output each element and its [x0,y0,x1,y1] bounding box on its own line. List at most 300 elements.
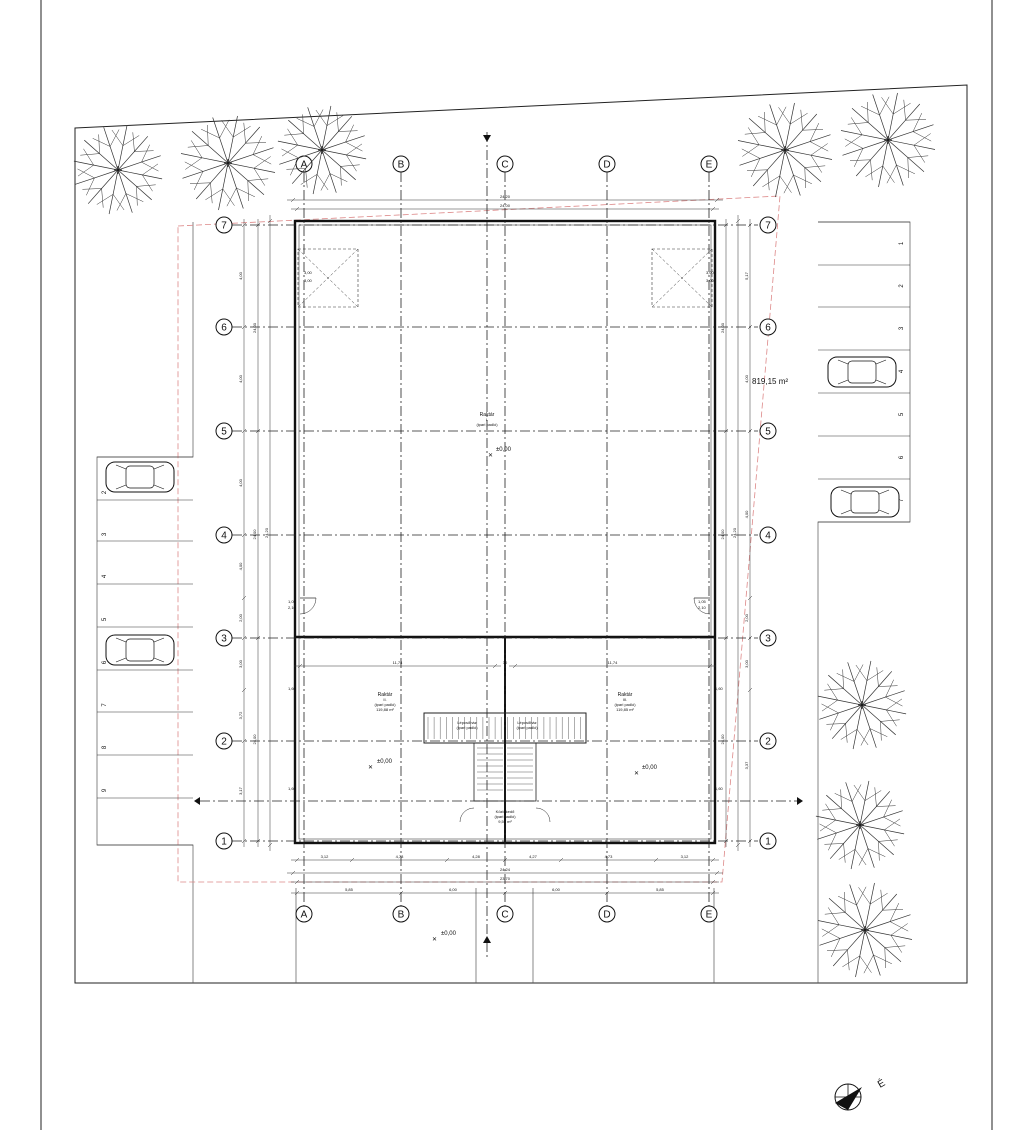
tree-twig [284,134,303,136]
tree-branch [109,170,118,214]
tree [278,106,366,194]
tree-twig [825,913,845,915]
tree-twig [801,110,803,130]
north-arrow-icon [835,1084,862,1110]
dimension-label: 30 [502,660,508,665]
room-floor: (ipari padló) [494,814,516,819]
dim-right-overall [732,215,740,851]
grid-bubble-label: C [501,909,509,921]
tree [738,103,832,197]
room-floor: (ipari padló) [456,725,478,730]
level-mark [368,759,393,771]
grid-bubble-label: B [397,159,405,171]
tree-twig [827,950,848,951]
grid-bubble [760,319,776,335]
structural-grid-lines [200,132,797,958]
tree-twig [881,890,883,910]
grid-bubble-label: A [300,159,308,171]
grid-bubble-label: B [397,909,405,921]
tree-branch [228,163,275,173]
tree-twig [822,809,841,811]
level-symbol: ✕ [488,453,494,459]
room-lobby [494,809,516,824]
tree-twig [848,950,850,970]
tree-twig [881,721,882,740]
tree-twig [82,189,101,190]
tree [181,116,275,210]
tree-twig [211,183,213,203]
parking-stall-number: 6 [899,455,905,460]
tree-twig [764,112,765,133]
grid-bubble-label: 1 [765,836,771,848]
tree-twig [805,168,806,189]
tree-twig [878,686,897,687]
dimension-label: 4,73 [604,854,613,859]
tree-twig [914,145,925,162]
dim-bottom-overall [287,867,723,875]
tree-twig [865,166,882,177]
dimension-label: 24,24 [499,867,511,872]
tree-twig [207,125,208,146]
tree-twig [288,129,298,145]
dimension-label: 3,00 [238,660,243,668]
grid-bubble [760,630,776,646]
tree-twig [254,168,265,185]
tree-twig [867,671,883,681]
tree-twig [844,844,846,863]
tree-branch [181,154,228,164]
grid-bubble-label: D [603,159,611,171]
level-mark [634,765,658,777]
level-mark [432,931,457,943]
tree-branch [118,126,127,170]
tree-twig [826,724,845,725]
room-floor: (ipari padló) [374,702,396,707]
tree-branch [785,103,795,150]
grid-bubble-label: 7 [765,220,771,232]
tree-twig [190,183,211,184]
tree-branch [865,883,875,930]
parking-stall-number: 1 [899,241,905,246]
tree-twig [867,102,868,123]
tree-branch [888,140,935,150]
dimension-label: 24,00 [720,322,725,334]
parking-stall-number: 7 [899,498,905,503]
tree [816,781,904,869]
tree-branch [219,163,229,210]
dimension-label: 24,00 [252,734,257,745]
dimension-label: 4,00 [238,272,243,280]
tree-twig [908,158,909,179]
tree-twig [134,151,153,152]
tree-twig [839,849,855,859]
tree-twig [891,935,902,952]
site-area-label: 819,15 m² [752,377,789,386]
grid-bubble-label: 4 [765,530,771,542]
parking-stall-number: 2 [102,490,108,495]
tree-twig [875,787,877,806]
tree-twig [879,840,898,842]
tree-branch [74,161,118,170]
grid-bubble [760,423,776,439]
tree-twig [828,684,838,700]
car-body [106,635,174,665]
dimension-label: 2,00 [238,614,243,622]
tree-branch [841,131,888,141]
dimension-label: 4,00 [744,375,749,383]
dimension-label: 3,72 [238,711,243,720]
dimension-label: 11,74 [392,660,403,665]
dimension-label: 24,20 [264,527,269,539]
parking-stall-number: 3 [102,532,108,537]
grid-bubble [760,527,776,543]
parking-stall-number: 2 [899,284,905,288]
tree-twig [341,165,360,167]
dim-left-chain [238,219,246,847]
dimension-label: 3,17 [238,787,243,795]
tree-twig [748,127,759,144]
tree-branch [853,705,862,749]
dimension-label: 4,00 [238,479,243,487]
driveway-edge-right [818,222,910,983]
tree-twig [346,155,356,171]
grid-bubble-label: A [300,909,308,921]
tree-twig [80,154,99,156]
grid-bubble [599,906,615,922]
tree-branch [816,816,860,825]
room-name: Közlekedő [495,809,515,814]
tree-branch [313,150,322,194]
grid-bubble [701,156,717,172]
grid-bubble [216,217,232,233]
tree-twig [745,133,765,135]
level-value: ±0,00 [496,447,511,453]
grid-bubble [760,217,776,233]
grid-bubble-label: E [705,909,713,921]
tree-branch [856,930,866,977]
grid-bubble-label: 4 [221,530,227,542]
dimension-label: 4,00 [238,562,243,571]
tree-twig [904,100,906,120]
parking-stall-number: 4 [102,574,108,579]
grid-bubble [497,906,513,922]
room-name: Raktár [377,692,393,698]
tree-branch [228,116,238,163]
parking-stall-number: 5 [102,617,108,622]
dim-left-mid [252,219,260,847]
window-dimension: 1,60 [288,686,296,691]
tree-branch [862,705,906,714]
car [106,462,174,492]
car [106,635,174,665]
tree-twig [248,181,249,202]
parking-stall-number: 4 [899,369,905,374]
tree-twig [871,160,873,180]
grid-bubble [760,733,776,749]
tree-twig [233,126,250,137]
dimension-label: 4,00 [238,375,243,383]
level-value: ±0,00 [377,759,392,765]
grid-bubble-label: C [501,159,509,171]
tree-branch [738,141,785,151]
tree-twig [123,136,139,146]
dimension-label: 24,00 [252,529,257,540]
dim-right-chain [744,219,752,847]
tree-twig [828,907,839,924]
tree-twig [191,140,202,157]
window-dimension: 1,60 [288,786,296,791]
structural-grid-bubbles [216,156,776,922]
room-floor: (ipari padló) [476,422,498,427]
dim-top-overall [287,194,723,202]
tree-branch [322,106,331,150]
tree-twig [188,146,208,148]
dimension-label: 4,00 [744,510,749,519]
dim-inner-left [294,660,501,668]
level-symbol: ✕ [432,937,438,943]
door-dimension: 1,05 [698,599,706,604]
parking-stall-number: 9 [102,788,108,793]
tree-twig [885,948,886,969]
tree-branch [818,696,862,705]
car-body [831,487,899,517]
tree-twig [747,170,768,171]
room-stair-left [456,720,478,730]
tree-twig [824,689,843,691]
room-hall-main [476,412,498,427]
grid-bubble-label: 3 [765,633,771,645]
tree [74,126,162,214]
tree-branch [785,150,832,160]
grid-bubble-label: 2 [221,736,227,748]
parking-stall-number: 8 [102,745,108,750]
parking-stall-number: 6 [102,660,108,665]
grid-bubble [760,833,776,849]
grid-bubble [393,156,409,172]
tree-twig [884,830,894,846]
dimension-label: 24,00 [720,734,725,745]
grid-bubble [216,319,232,335]
driveway-edge-left [97,222,193,983]
dimension-label: 5,17 [744,272,749,280]
parking-stall-number: 5 [899,412,905,417]
parking-stall-number: 3 [899,326,905,331]
car [831,487,899,517]
tree-twig [244,123,246,143]
room-number: II. [383,697,387,702]
grid-bubble-label: 3 [221,633,227,645]
room-floor: (ipari padló) [516,725,538,730]
tree-branch [888,93,898,140]
tree-twig [885,946,905,948]
grid-bubble [216,733,232,749]
grid-bubble [701,906,717,922]
room-stair-right [516,720,538,730]
room-name: Raktár [617,692,633,698]
tree-twig [841,729,857,739]
tree-branch [322,150,366,159]
dim-left-overall [264,215,272,851]
grid-bubble [296,906,312,922]
skylight-right [652,249,712,307]
car-body [828,357,896,387]
room-number: I. [485,417,489,422]
parked-cars [106,357,899,665]
tree-twig [805,166,825,168]
dim-inner-right [509,660,716,668]
dimension-label: 6,00 [449,887,457,892]
tree-branch [278,141,322,150]
tree-twig [790,113,807,124]
dimension-label: 3,12 [680,854,689,859]
dim-right-mid [720,219,728,847]
room-floor: (ipari padló) [614,702,636,707]
grid-bubble-label: 2 [765,736,771,748]
tree-twig [846,724,848,743]
grid-bubble [216,833,232,849]
tree-branch [118,170,162,179]
car [828,357,896,387]
dimension-label: 24,20 [732,527,737,539]
room-name: Lépcsőház [517,720,537,725]
grid-bubble [497,156,513,172]
door-lobby-right [536,808,550,822]
tree-twig [246,142,267,143]
tree-twig [205,189,222,200]
tree-branch [862,661,871,705]
tree-twig [906,119,927,120]
tree-twig [881,720,900,722]
tree [841,93,935,187]
parking-stall-number: 7 [102,703,108,707]
door-dimension: 2,10 [288,605,296,610]
grid-bubble [216,423,232,439]
tree-branch [860,781,869,825]
tree-twig [803,129,824,130]
tree-twig [908,156,928,158]
grid-bubble [599,156,615,172]
window-dimension: 1,60 [715,786,723,791]
tree-twig [850,160,871,161]
grid-bubble-label: D [603,909,611,921]
tree [818,661,906,749]
tree-twig [843,669,844,688]
dimension-label: 5,85 [656,887,664,892]
level-value: ±0,00 [642,765,657,771]
tree-twig [841,789,842,808]
tree-twig [893,103,910,114]
tree-twig [133,132,135,151]
window-dimension: 1,60 [715,686,723,691]
tree-twig [865,791,881,801]
skylight-dimension: 3,00 [706,278,714,283]
door-dimension: 1,05 [288,599,296,604]
skylight-dimension: 3,00 [304,270,312,275]
tree-twig [97,194,113,204]
tree-branch [860,825,904,834]
north-label: É [876,1077,888,1091]
grid-bubble-label: 6 [221,322,227,334]
room-hall-right [614,692,636,712]
tree-twig [327,116,343,126]
tree-twig [301,174,317,184]
tree-branch [879,140,889,187]
tree-twig [851,117,862,134]
level-value: ±0,00 [441,931,456,937]
tree-twig [341,166,342,185]
dimension-label: 3,37 [744,761,749,770]
room-area: 9,50 m² [498,819,512,824]
room-area: 119,85 m² [616,707,634,712]
dimension-label: 4,27 [529,854,537,859]
dimension-label: 3,00 [744,660,749,668]
tree-twig [883,909,904,910]
tree-branch [851,825,860,869]
tree-twig [842,956,859,967]
dimension-label: 5,85 [345,887,353,892]
dimension-label: 24,00 [720,529,725,540]
tree-twig [844,892,845,913]
tree-branch [865,930,912,940]
room-name: Lépcsőház [457,720,477,725]
tree-twig [137,185,156,187]
room-hall-left [374,692,396,712]
grid-bubble-label: 5 [221,426,227,438]
tree-twig [762,176,779,187]
tree-twig [84,149,94,165]
level-mark [488,447,512,459]
tree-twig [886,710,896,726]
dimension-label: 4,28 [472,854,480,859]
door-lobby-left [460,808,474,822]
skylight-dimension: 3,00 [706,270,714,275]
tree-branch [818,921,865,931]
grid-bubble-label: 7 [221,220,227,232]
dimension-label: 23,70 [499,876,511,881]
door-hall-left [300,598,316,614]
tree-twig [137,186,138,205]
tree-twig [848,123,868,125]
dimension-label: 24,00 [252,322,257,334]
dimension-label: 11,74 [607,660,618,665]
dimension-label: 3,12 [320,854,329,859]
tree-branch [776,150,786,197]
tree-twig [826,804,836,820]
plot-boundary [75,85,967,983]
grid-bubble [216,527,232,543]
tree-twig [877,667,879,686]
tree-twig [876,806,895,807]
dimension-label: 4,73 [395,854,404,859]
level-symbol: ✕ [368,765,374,771]
dimension-label: 2,00 [744,614,749,622]
tree-twig [338,131,357,132]
tree [818,883,912,977]
grid-bubble-label: 6 [765,322,771,334]
tree-twig [142,175,152,191]
door-dimension: 2,10 [698,605,706,610]
level-symbol: ✕ [634,771,640,777]
dimension-label: 24,00 [499,203,511,208]
tree-twig [811,155,822,172]
tree-twig [870,893,887,904]
grid-bubble-label: 1 [221,836,227,848]
grid-bubble [393,906,409,922]
grid-bubble [216,630,232,646]
dimension-label: 6,00 [552,887,560,892]
tree-twig [879,841,880,860]
dimension-label: 24,20 [499,194,511,199]
